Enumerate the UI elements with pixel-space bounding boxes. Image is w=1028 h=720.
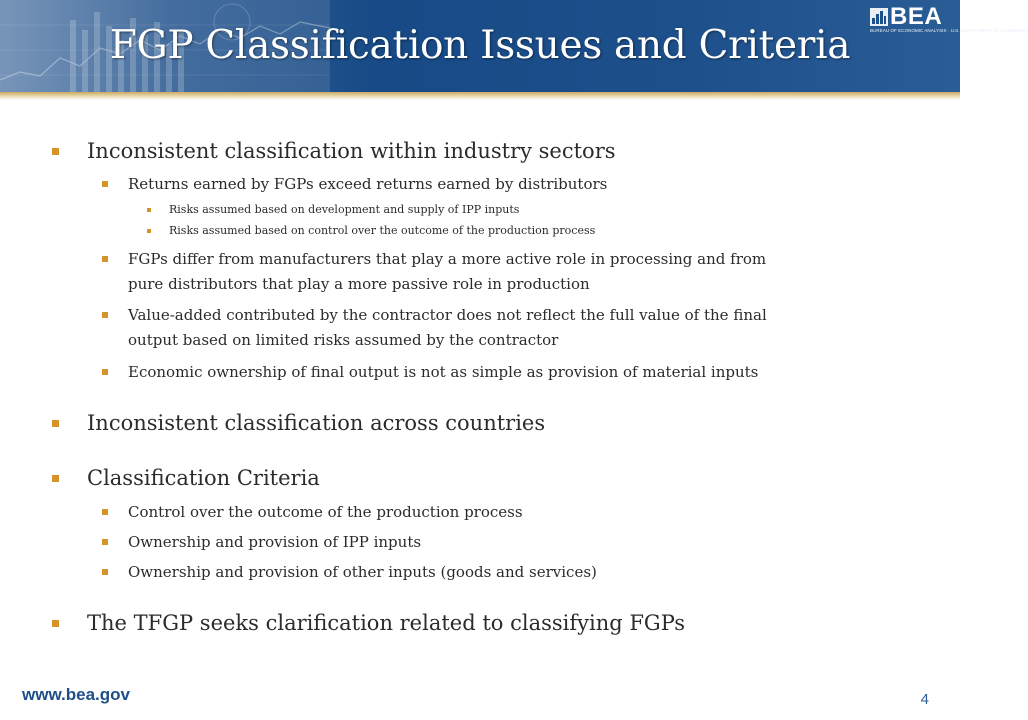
bullet-level2: Returns earned by FGPs exceed returns earned by distributors xyxy=(128,175,608,193)
bullet-square-icon xyxy=(52,475,59,482)
bullet-square-icon xyxy=(102,539,108,545)
slide-title: FGP Classification Issues and Criteria xyxy=(109,23,851,68)
bullet-level2-continuation: pure distributors that play a more passive role in production xyxy=(128,275,590,293)
bullet-square-icon xyxy=(147,229,151,233)
footer-url-link[interactable]: www.bea.gov xyxy=(22,685,131,704)
bea-logo-subtitle: BUREAU OF ECONOMIC ANALYSIS · U.S. DEPARTMENT OF COMMERCE xyxy=(870,28,1028,33)
bullet-level2: Value-added contributed by the contractor does not reflect the full value of the final xyxy=(128,306,767,324)
bullet-level1: The TFGP seeks clarification related to classifying FGPs xyxy=(87,611,686,635)
bullet-level2: FGPs differ from manufacturers that play a more active role in processing and from xyxy=(128,250,767,268)
bullet-level1: Inconsistent classification across countries xyxy=(87,411,546,435)
bullet-square-icon xyxy=(102,509,108,515)
bullet-level3: Risks assumed based on development and supply of IPP inputs xyxy=(169,203,520,216)
bullet-square-icon xyxy=(102,256,108,262)
bullet-level1: Classification Criteria xyxy=(87,466,320,490)
bullet-square-icon xyxy=(52,620,59,627)
bea-logo-text: BEA xyxy=(890,3,943,30)
bullet-square-icon xyxy=(102,181,108,187)
bullet-square-icon xyxy=(102,312,108,318)
bullet-level2: Economic ownership of final output is not as simple as provision of material inputs xyxy=(128,363,759,381)
bullet-level1: Inconsistent classification within industry sectors xyxy=(87,139,616,163)
page-number: 4 xyxy=(920,691,929,708)
bullet-square-icon xyxy=(147,208,151,212)
bullet-square-icon xyxy=(102,369,108,375)
bullet-level2: Control over the outcome of the production process xyxy=(128,503,523,521)
bullet-level2: Ownership and provision of other inputs (goods and services) xyxy=(128,563,597,581)
bullet-square-icon xyxy=(52,148,59,155)
bullet-square-icon xyxy=(102,569,108,575)
bullet-level2-continuation: output based on limited risks assumed by the contractor xyxy=(128,331,559,349)
bullet-level3: Risks assumed based on control over the outcome of the production process xyxy=(169,224,596,237)
bullet-square-icon xyxy=(52,420,59,427)
bullet-level2: Ownership and provision of IPP inputs xyxy=(128,533,422,551)
